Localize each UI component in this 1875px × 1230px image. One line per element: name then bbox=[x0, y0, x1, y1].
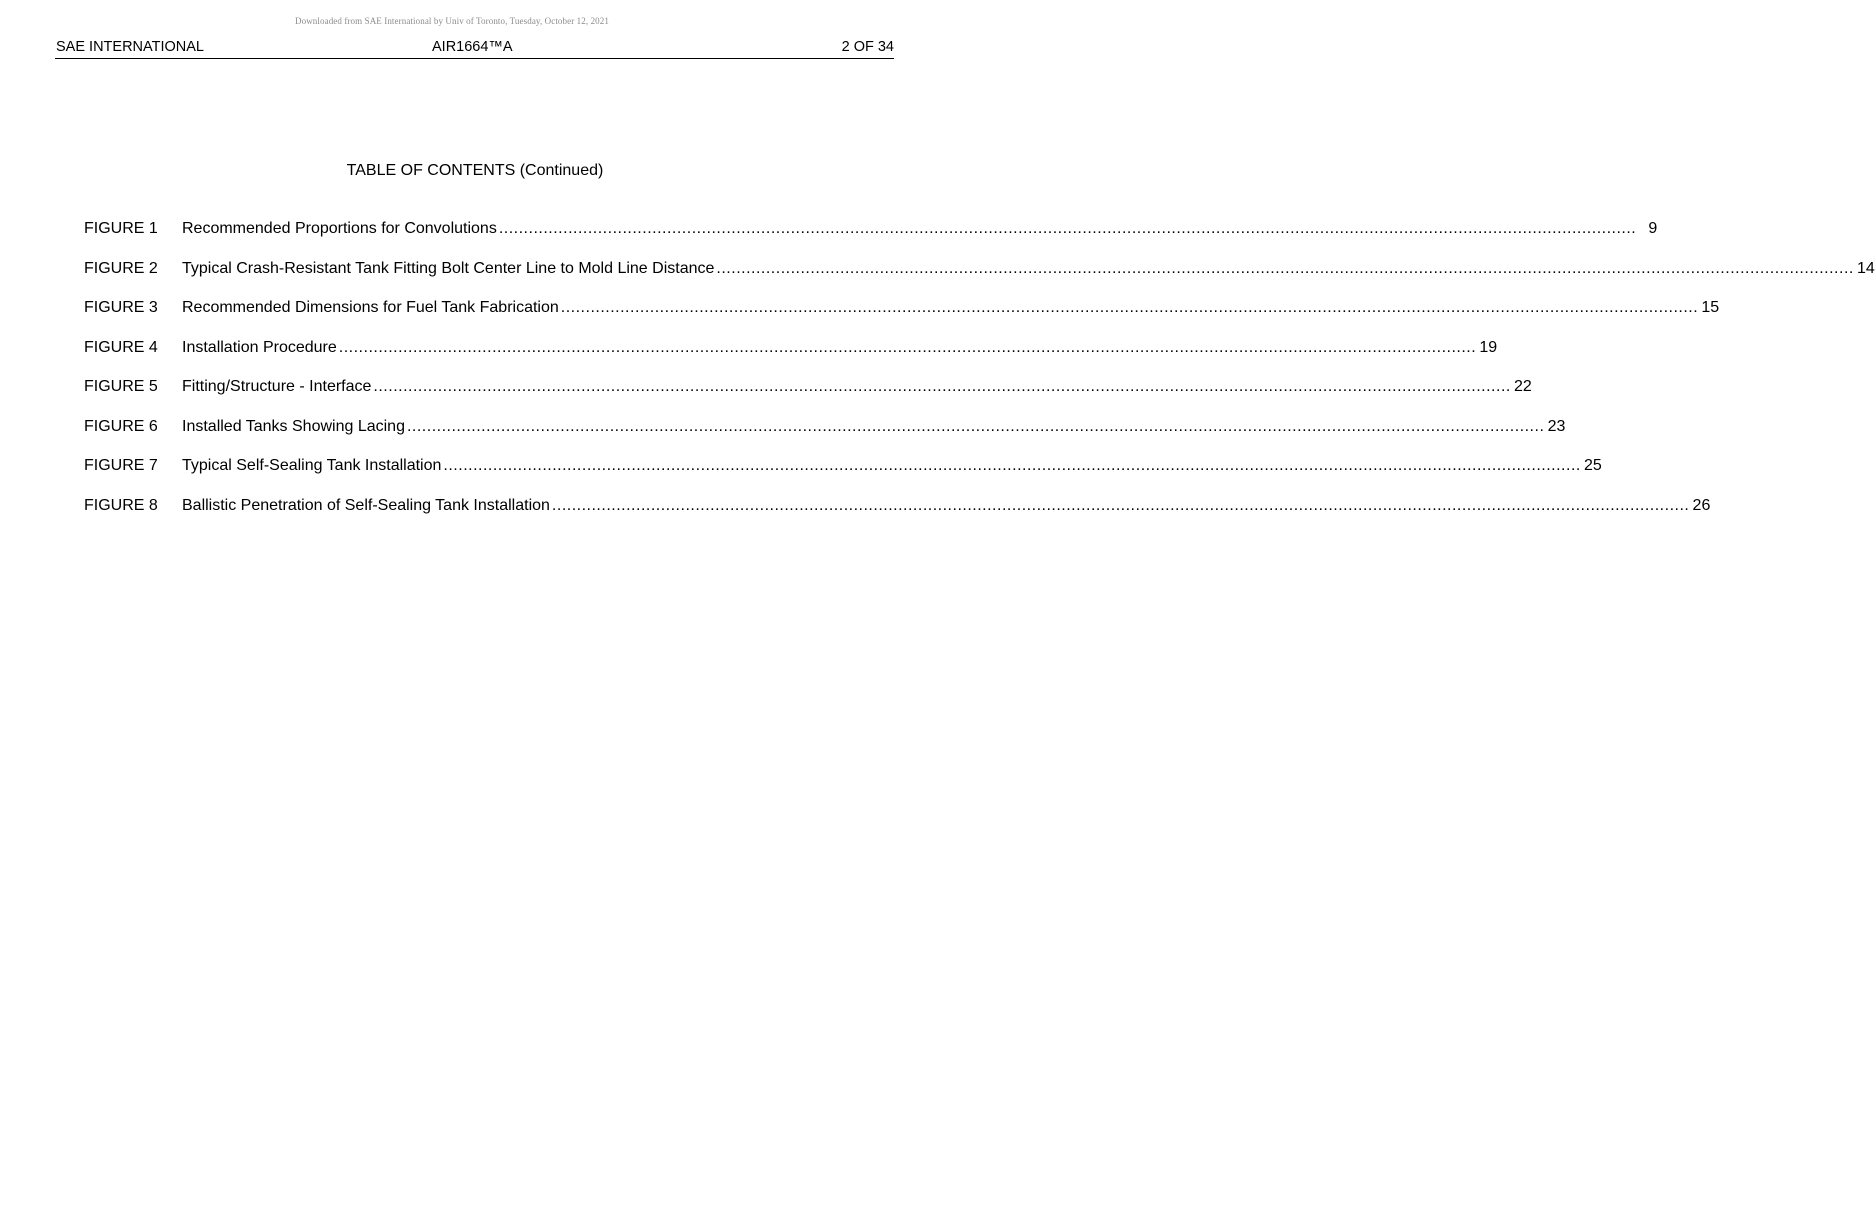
figure-page-number: 9 bbox=[1648, 220, 1658, 237]
figure-title: Recommended Proportions for Convolutions bbox=[182, 220, 497, 237]
figure-label: FIGURE 1 bbox=[84, 220, 158, 237]
figure-title: Installation Procedure bbox=[182, 338, 337, 356]
toc-title: TABLE OF CONTENTS (Continued) bbox=[346, 162, 604, 179]
header-organization: SAE INTERNATIONAL bbox=[56, 39, 204, 55]
dot-leader bbox=[407, 418, 1544, 436]
figure-title: Typical Crash-Resistant Tank Fitting Bolt Center Line to Mold Line Distance bbox=[182, 259, 715, 277]
toc-entry[interactable] bbox=[84, 220, 1658, 260]
figure-label: FIGURE 6 bbox=[84, 417, 158, 435]
figure-title: Recommended Dimensions for Fuel Tank Fabrication bbox=[182, 299, 559, 316]
toc-entry[interactable] bbox=[84, 378, 1532, 418]
figure-title: Fitting/Structure - Interface bbox=[182, 378, 372, 395]
download-watermark: Downloaded from SAE International by Univ of Toronto, Tuesday, October 12, 2021 bbox=[295, 16, 609, 26]
figure-page-number: 19 bbox=[1479, 338, 1498, 356]
figure-label: FIGURE 4 bbox=[84, 338, 158, 356]
header-page-info: 2 OF 34 bbox=[841, 39, 894, 55]
figure-page-number: 25 bbox=[1584, 457, 1602, 474]
dot-leader bbox=[716, 260, 1853, 278]
figure-title: Ballistic Penetration of Self-Sealing Tank Installation bbox=[182, 496, 550, 514]
figure-title: Installed Tanks Showing Lacing bbox=[182, 417, 405, 435]
toc-entry[interactable] bbox=[84, 457, 1602, 497]
table-of-figures bbox=[84, 220, 1875, 536]
toc-entry[interactable] bbox=[84, 338, 1498, 379]
dot-leader bbox=[373, 378, 1510, 396]
figure-page-number: 14 bbox=[1857, 259, 1875, 277]
figure-page-number: 23 bbox=[1547, 417, 1566, 435]
figure-page-number: 26 bbox=[1692, 496, 1711, 514]
figure-label: FIGURE 3 bbox=[84, 299, 158, 316]
dot-leader bbox=[499, 220, 1636, 238]
toc-entry[interactable] bbox=[84, 259, 1875, 300]
dot-leader bbox=[561, 299, 1698, 317]
header-document-id: AIR1664™A bbox=[432, 39, 513, 55]
figure-label: FIGURE 2 bbox=[84, 259, 158, 277]
toc-entry[interactable] bbox=[84, 496, 1711, 537]
figure-label: FIGURE 7 bbox=[84, 457, 158, 474]
figure-title: Typical Self-Sealing Tank Installation bbox=[182, 457, 442, 474]
dot-leader bbox=[552, 497, 1689, 515]
dot-leader bbox=[443, 457, 1580, 475]
figure-label: FIGURE 5 bbox=[84, 378, 158, 395]
page-header bbox=[55, 38, 894, 59]
toc-entry[interactable] bbox=[84, 417, 1566, 458]
figure-page-number: 22 bbox=[1514, 378, 1532, 395]
dot-leader bbox=[339, 339, 1476, 357]
figure-page-number: 15 bbox=[1701, 299, 1720, 316]
toc-entry[interactable] bbox=[84, 299, 1720, 339]
figure-label: FIGURE 8 bbox=[84, 496, 158, 514]
